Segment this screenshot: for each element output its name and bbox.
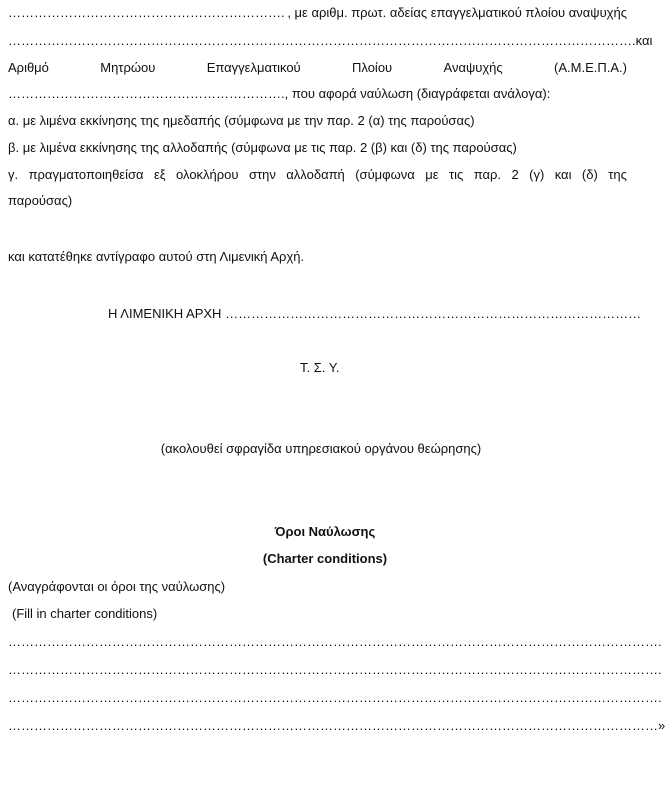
register-word: Επαγγελματικού [206, 60, 301, 75]
option-c-line2: παρούσας) [8, 193, 73, 208]
option-c-word: της [608, 167, 627, 182]
stamp-note: (ακολουθεί σφραγίδα υπηρεσιακού οργάνου θεώρησης) [160, 441, 482, 456]
option-c-word: με [425, 167, 439, 182]
register-line [8, 59, 627, 77]
option-c-word: (γ) [529, 167, 545, 182]
option-c-word: ολοκλήρου [176, 167, 239, 182]
charter-dots: ………………………………………………………. [8, 86, 285, 101]
charter-line [8, 85, 627, 103]
license-line [8, 4, 627, 22]
conditions-instruction-en: (Fill in charter conditions) [12, 606, 158, 621]
tsy-label: Τ. Σ. Υ. [300, 360, 340, 375]
license-dots: ………………………………………………………. [8, 5, 285, 20]
license-text: , με αριθμ. πρωτ. αδείας επαγγελματικού πλοίου αναψυχής [287, 5, 627, 20]
port-authority-line [108, 305, 642, 323]
option-c-word: και [554, 167, 572, 182]
and-line [8, 32, 653, 50]
condition-dotted-line: ……………………………………………………………………………………………………………………………………. [8, 662, 662, 677]
and-dots: ………………………………………………………………………………………………………………………………. [8, 33, 636, 48]
copy-text: και κατατέθηκε αντίγραφο αυτού στη Λιμενική Αρχή. [8, 249, 305, 264]
charter-text: , που αφορά ναύλωση (διαγράφεται ανάλογα): [284, 86, 551, 101]
option-b: β. με λιμένα εκκίνησης της αλλοδαπής (σύμφωνα με τις παρ. 2 (β) και (δ) της παρούσας) [8, 140, 517, 155]
register-word: Πλοίου [352, 60, 393, 75]
option-c-word: (σύμφωνα [355, 167, 415, 182]
option-c-word: παρ. [473, 167, 501, 182]
option-c-line1 [8, 166, 627, 184]
condition-dotted-line: ……………………………………………………………………………………………………………………………………. [8, 634, 662, 649]
port-authority-label: Η ΛΙΜΕΝΙΚΗ ΑΡΧΗ [108, 306, 222, 321]
option-c-word: τις [448, 167, 464, 182]
option-c-word: στην [248, 167, 276, 182]
register-word: Μητρώου [100, 60, 156, 75]
conditions-instruction-gr: (Αναγράφονται οι όροι της ναύλωσης) [8, 579, 226, 594]
conditions-title-gr: Όροι Ναύλωσης [274, 524, 376, 539]
option-c-word: γ. [8, 167, 19, 182]
option-c-word: (δ) [581, 167, 598, 182]
option-c-word: πραγματοποιηθείσα [28, 167, 144, 182]
option-c-word: 2 [511, 167, 519, 182]
condition-dotted-line: ……………………………………………………………………………………………………………………………………» [8, 718, 665, 733]
option-c-word: εξ [153, 167, 166, 182]
register-word: Αριθμό [8, 60, 49, 75]
option-c-word: αλλοδαπή [286, 167, 345, 182]
option-a: α. με λιμένα εκκίνησης της ημεδαπής (σύμφωνα με την παρ. 2 (α) της παρούσας) [8, 113, 475, 128]
condition-dotted-line: ……………………………………………………………………………………………………………………………………. [8, 690, 662, 705]
port-authority-dots: …………………………………………………………………………………… [225, 306, 642, 321]
register-word: Αναψυχής [443, 60, 503, 75]
register-word: (Α.Μ.Ε.Π.Α.) [554, 60, 627, 75]
and-text: και [635, 33, 653, 48]
conditions-title-en: (Charter conditions) [262, 551, 388, 566]
